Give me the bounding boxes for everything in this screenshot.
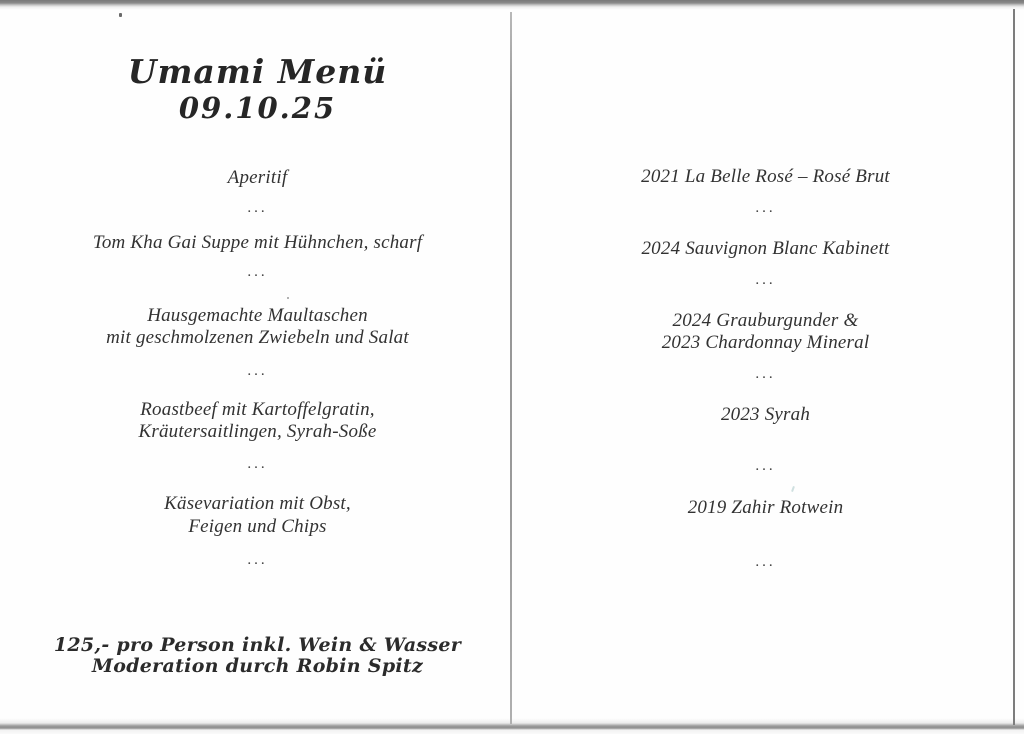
wine-line: 2019 Zahir Rotwein — [687, 497, 844, 518]
separator-dots: ... — [755, 200, 776, 216]
course-line: Aperitif — [227, 167, 288, 188]
course-line: Roastbeef mit Kartoffelgratin, — [140, 399, 375, 420]
wine-line: 2024 Grauburgunder & — [672, 310, 859, 331]
separator-dots: ... — [755, 554, 776, 570]
wine-line: 2023 Chardonnay Mineral — [661, 332, 870, 353]
course-line: Kräutersaitlingen, Syrah-Soße — [138, 421, 377, 442]
menu-page-left — [30, 0, 485, 734]
price-note: 125,- pro Person inkl. Wein & Wasser — [53, 634, 462, 656]
menu-title: Umami Menü — [127, 52, 388, 91]
wine-line: 2024 Sauvignon Blanc Kabinett — [641, 238, 890, 259]
separator-dots: ... — [247, 200, 268, 216]
separator-dots: ... — [247, 264, 268, 280]
course-line: Feigen und Chips — [188, 516, 327, 537]
separator-dots: ... — [247, 456, 268, 472]
scan-edge-right — [1013, 9, 1015, 725]
separator-dots: ... — [247, 363, 268, 379]
course-line: mit geschmolzenen Zwiebeln und Salat — [106, 327, 409, 348]
course-line: Tom Kha Gai Suppe mit Hühnchen, scharf — [92, 232, 423, 253]
separator-dots: ... — [247, 552, 268, 568]
course-line: Käsevariation mit Obst, — [164, 493, 351, 514]
wine-line: 2023 Syrah — [720, 404, 811, 425]
page-fold-divider — [510, 12, 512, 724]
course-line: Hausgemachte Maultaschen — [147, 305, 368, 326]
moderation-note: Moderation durch Robin Spitz — [91, 655, 424, 677]
separator-dots: ... — [755, 366, 776, 382]
wine-line: 2021 La Belle Rosé – Rosé Brut — [641, 166, 890, 187]
separator-dots: ... — [755, 272, 776, 288]
menu-page-right — [538, 0, 993, 734]
separator-dots: ... — [755, 458, 776, 474]
menu-date: 09.10.25 — [178, 91, 337, 125]
